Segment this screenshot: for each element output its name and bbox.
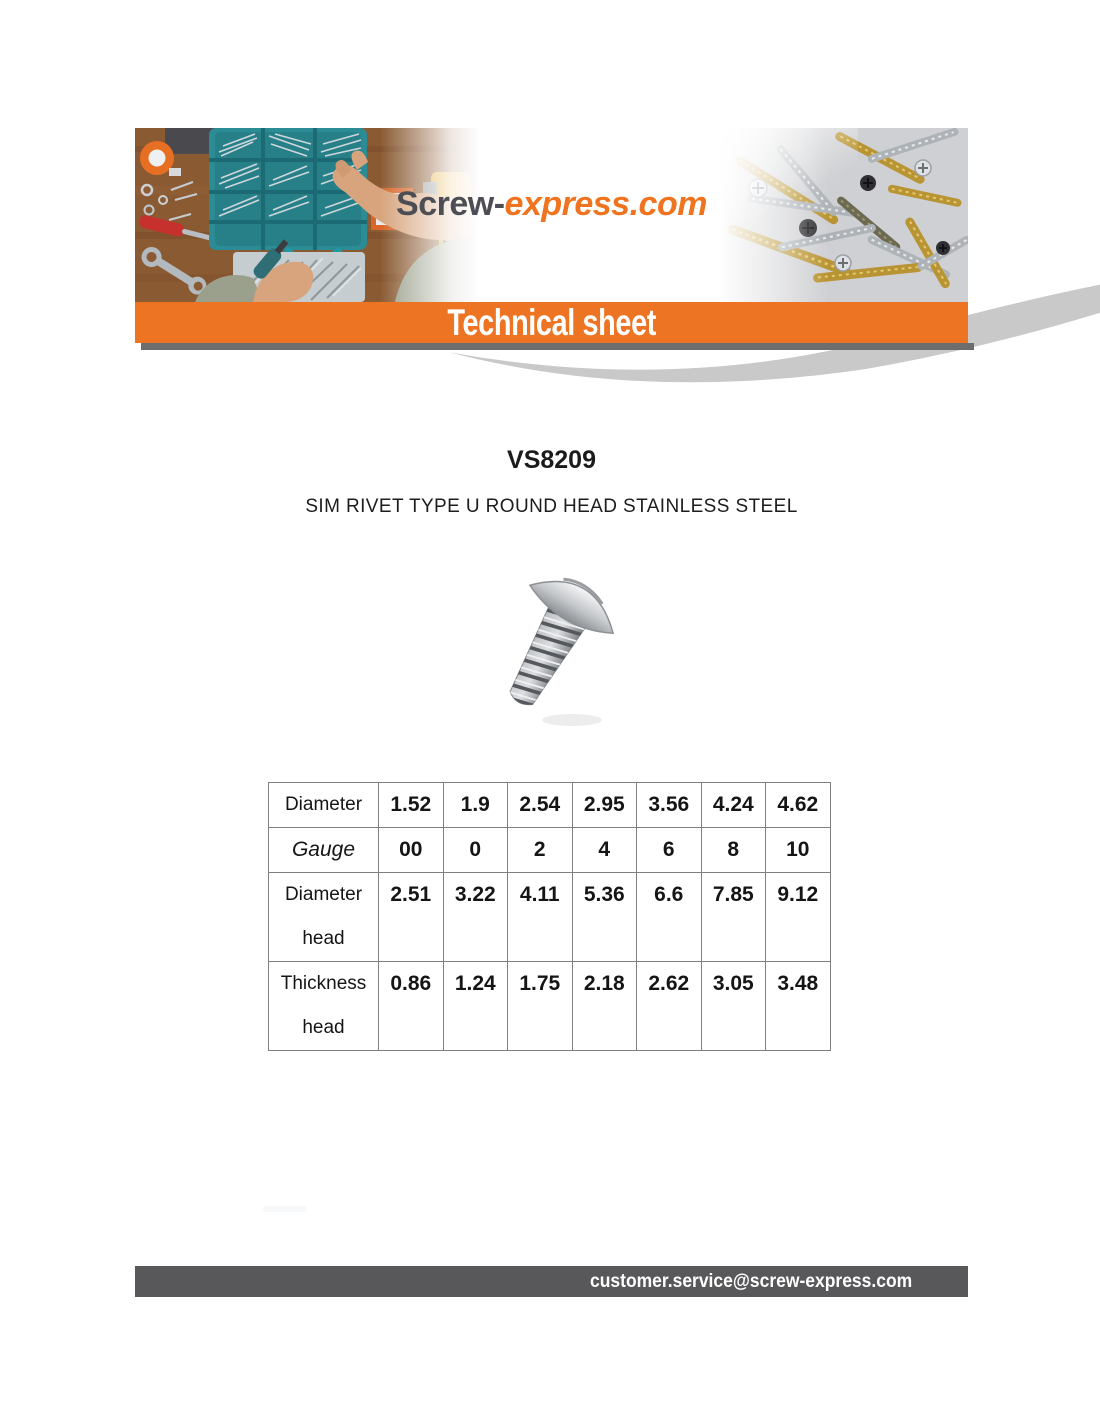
- value-cell: 3.48: [766, 962, 831, 1051]
- value-cell: 2.62: [637, 962, 702, 1051]
- value-cell: 2.54: [508, 783, 573, 828]
- spec-table-body: [269, 783, 831, 1051]
- value-cell: 1.24: [443, 962, 508, 1051]
- product-code: VS8209: [507, 446, 596, 474]
- value-cell: 4: [572, 828, 637, 873]
- value-cell: 8: [701, 828, 766, 873]
- value-cell: 2.95: [572, 783, 637, 828]
- customer-service-email[interactable]: customer.service@screw-express.com: [589, 1270, 912, 1292]
- value-cell: 3.05: [701, 962, 766, 1051]
- table-row: [269, 873, 831, 962]
- row-label: Diameter head: [269, 873, 379, 962]
- table-row: [269, 783, 831, 828]
- table-row: [269, 828, 831, 873]
- banner-title: Technical sheet: [447, 302, 656, 343]
- value-cell: 4.24: [701, 783, 766, 828]
- scan-artifact: [263, 1206, 307, 1212]
- value-cell: 6.6: [637, 873, 702, 962]
- value-cell: 0.86: [379, 962, 444, 1051]
- value-cell: 10: [766, 828, 831, 873]
- value-cell: 9.12: [766, 873, 831, 962]
- value-cell: 1.75: [508, 962, 573, 1051]
- brand-logo-text-dark: Screw-: [396, 185, 505, 223]
- header-hero: [135, 128, 968, 302]
- row-label: Thickness head: [269, 962, 379, 1051]
- brand-logo-text-orange: express.com: [504, 185, 707, 223]
- value-cell: 2.51: [379, 873, 444, 962]
- value-cell: 1.9: [443, 783, 508, 828]
- sim-rivet-round-head-photo: [452, 548, 652, 733]
- value-cell: 00: [379, 828, 444, 873]
- spec-table-wrap: [268, 782, 831, 1051]
- row-label: Diameter: [269, 783, 379, 828]
- spec-table: [268, 782, 831, 1051]
- value-cell: 1.52: [379, 783, 444, 828]
- value-cell: 4.11: [508, 873, 573, 962]
- value-cell: 0: [443, 828, 508, 873]
- value-cell: 3.22: [443, 873, 508, 962]
- value-cell: 4.62: [766, 783, 831, 828]
- footer-bar: [135, 1266, 968, 1297]
- product-name: SIM RIVET TYPE U ROUND HEAD STAINLESS STEEL: [305, 496, 798, 517]
- value-cell: 2.18: [572, 962, 637, 1051]
- brand-logo: [135, 185, 968, 224]
- value-cell: 6: [637, 828, 702, 873]
- banner-divider: [141, 343, 974, 350]
- value-cell: 5.36: [572, 873, 637, 962]
- banner-bar: [135, 302, 968, 343]
- value-cell: 2: [508, 828, 573, 873]
- table-row: [269, 962, 831, 1051]
- value-cell: 3.56: [637, 783, 702, 828]
- value-cell: 7.85: [701, 873, 766, 962]
- row-label: Gauge: [269, 828, 379, 873]
